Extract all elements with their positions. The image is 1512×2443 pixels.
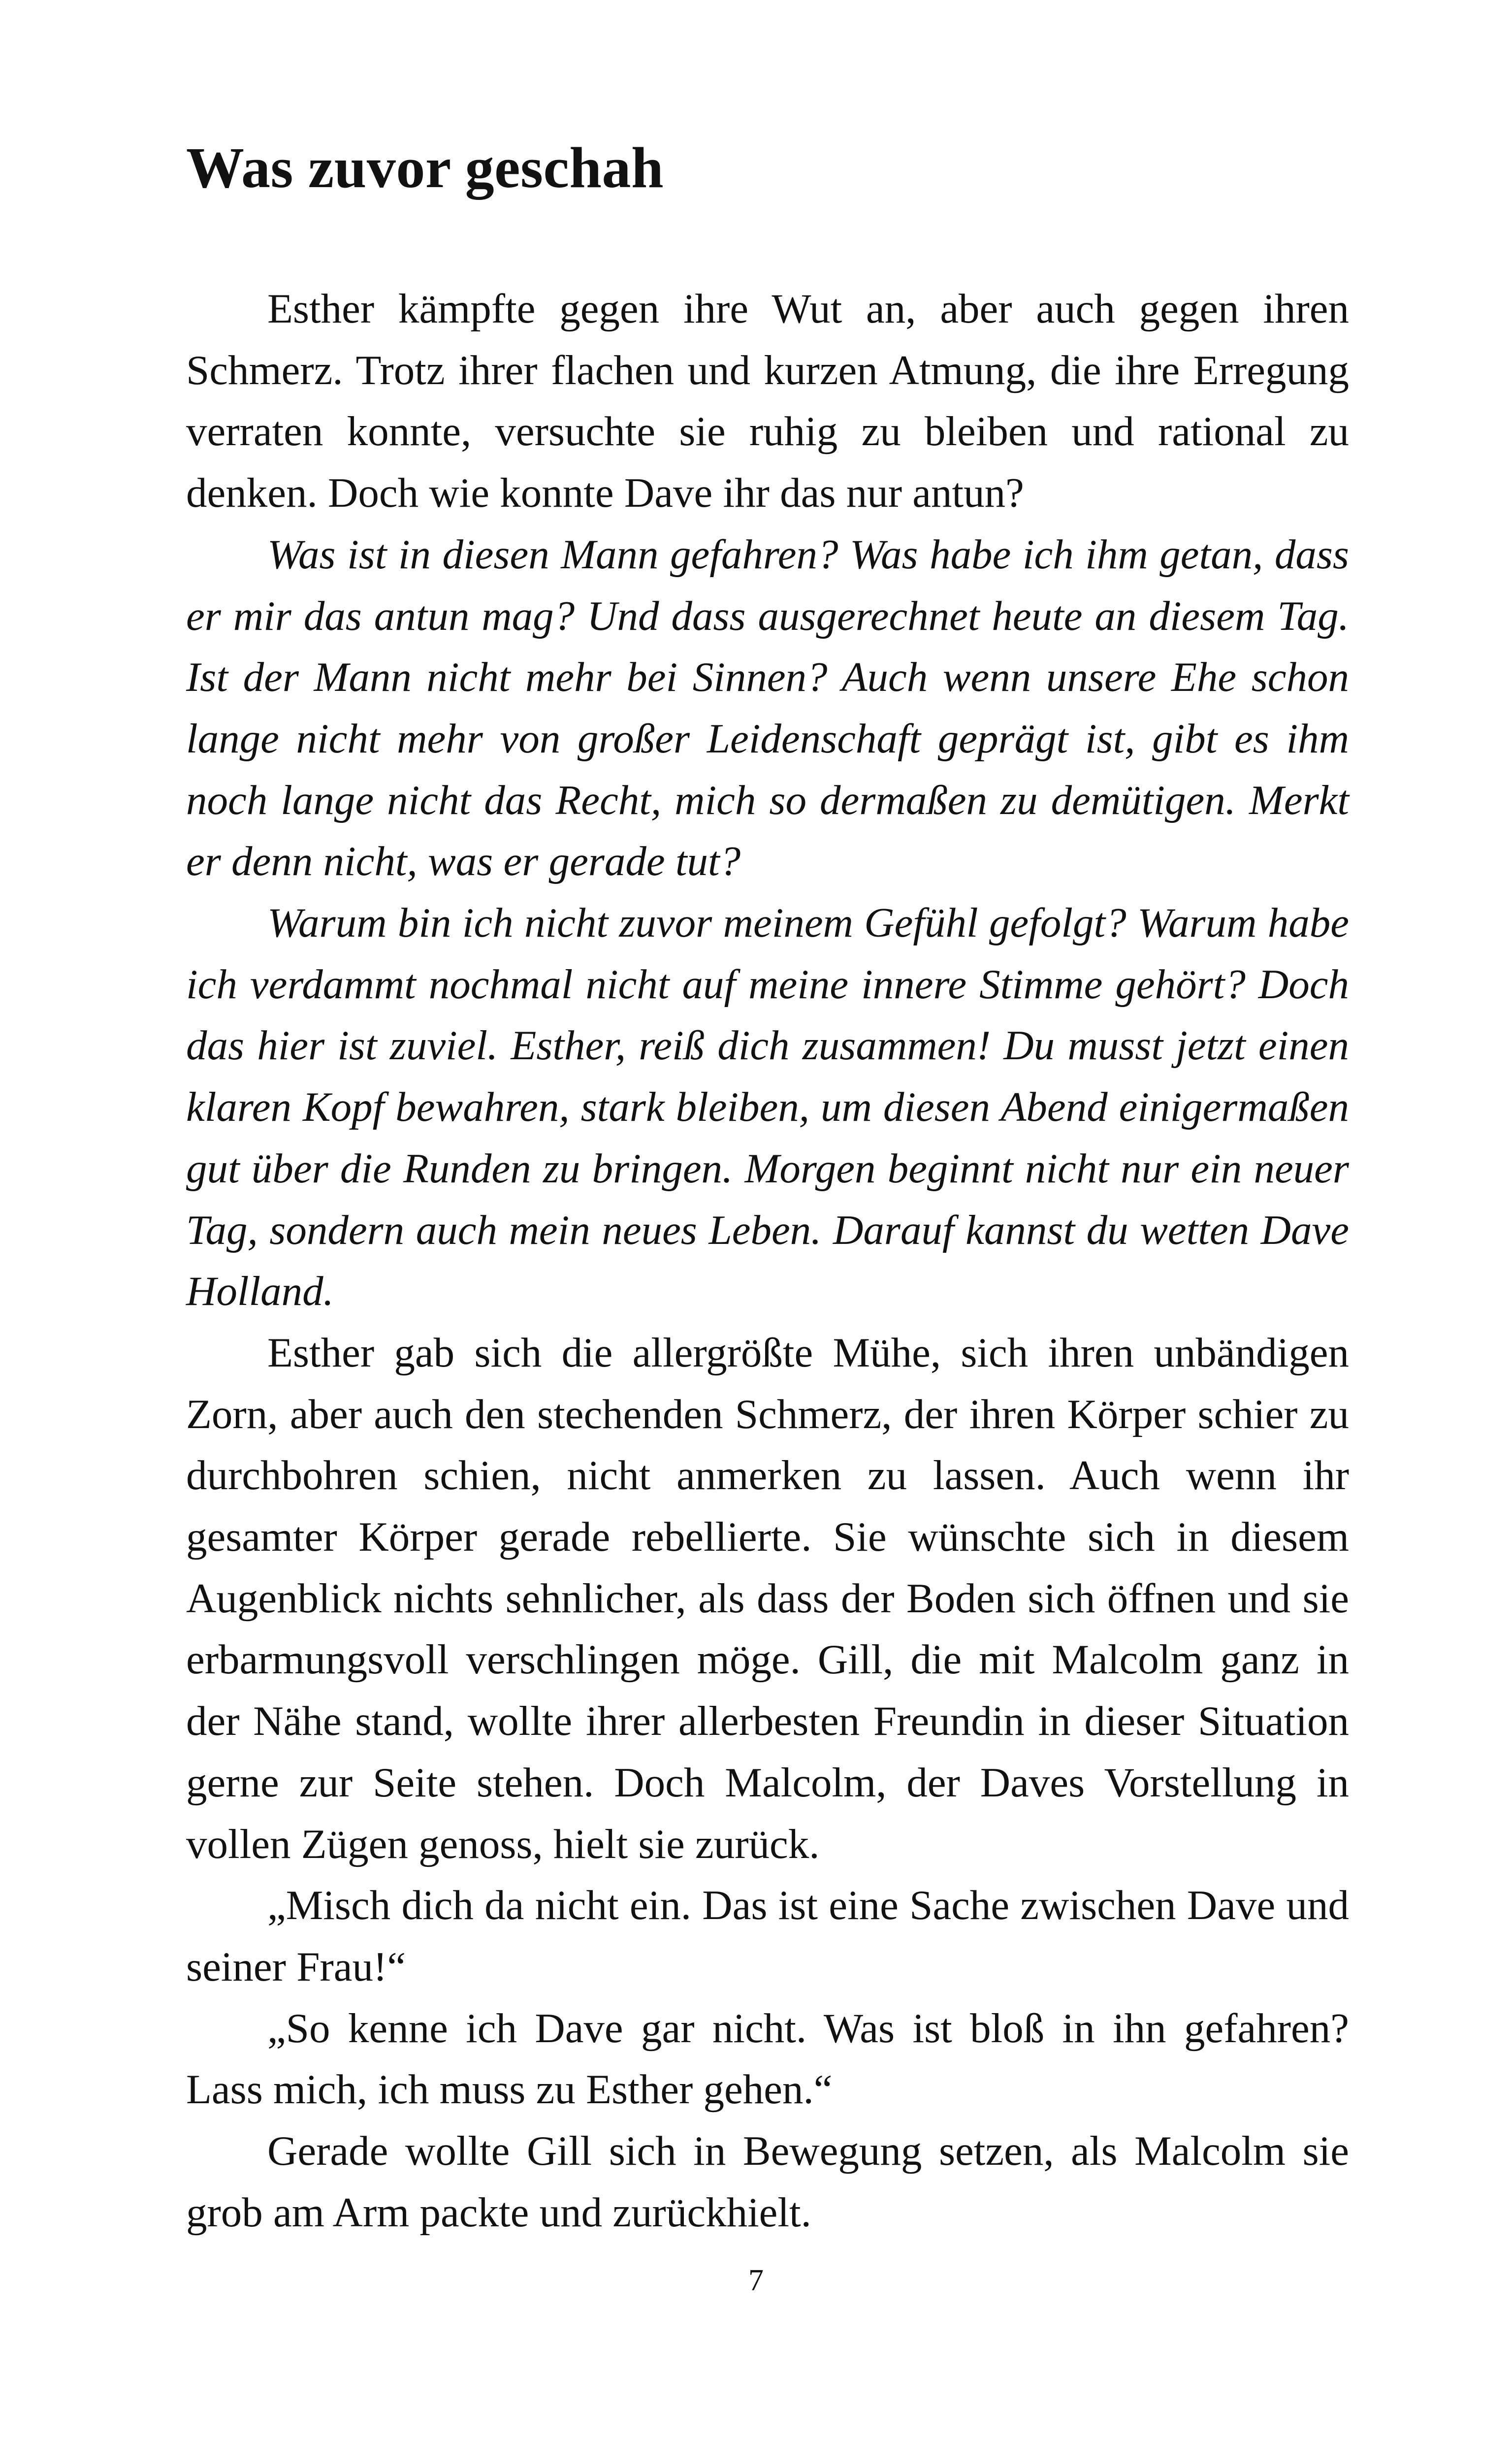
paragraph: Esther kämpfte gegen ihre Wut an, aber auch gegen ihren Schmerz. Trotz ihrer flachen und kurzen Atmung, die ihre Erregung verraten konnte, versuchte sie ruhig zu bleiben und rational zu denken. Doch wie konnte Dave ihr das nur antun?: [186, 286, 1349, 517]
paragraph-italic-thought: Warum bin ich nicht zuvor meinem Gefühl gefolgt? Warum habe ich verdammt nochmal nicht auf meine innere Stimme gehört? Doch das hier ist zuviel. Esther, reiß dich zusammen! Du musst jetzt einen klaren Kopf bewahren, stark bleiben, um diesen Abend einigermaßen gut über die Runden zu bringen. Morgen beginnt nicht nur ein neuer Tag, sondern auch mein neues Leben. Darauf kannst du wetten Dave Holland.: [186, 900, 1349, 1315]
paragraph-dialogue: „So kenne ich Dave gar nicht. Was ist bloß in ihn gefahren? Lass mich, ich muss zu Esther gehen.“: [186, 2005, 1349, 2113]
paragraph-italic-thought: Was ist in diesen Mann gefahren? Was habe ich ihm getan, dass er mir das antun mag? Und dass ausgerechnet heute an diesem Tag. Ist der Mann nicht mehr bei Sinnen? Auch wenn unsere Ehe schon lange nicht mehr von großer Leidenschaft geprägt ist, gibt es ihm noch lange nicht das Recht, mich so dermaßen zu demütigen. Merkt er denn nicht, was er gerade tut?: [186, 531, 1349, 885]
paragraph: Gerade wollte Gill sich in Bewegung setzen, als Malcolm sie grob am Arm packte und zurückhielt.: [186, 2128, 1349, 2236]
paragraph: Esther gab sich die allergrößte Mühe, sich ihren unbändigen Zorn, aber auch den stechenden Schmerz, der ihren Körper schier zu durchbohren schien, nicht anmerken zu lassen. Auch wenn ihr gesamter Körper gerade rebellierte. Sie wünschte sich in diesem Augenblick nichts sehnlicher, als dass der Boden sich öffnen und sie erbarmungsvoll verschlingen möge. Gill, die mit Malcolm ganz in der Nähe stand, wollte ihrer allerbesten Freundin in dieser Situation gerne zur Seite stehen. Doch Malcolm, der Daves Vorstellung in vollen Zügen genoss, hielt sie zurück.: [186, 1329, 1349, 1867]
body-text: [186, 278, 1349, 2244]
chapter-heading: Was zuvor geschah: [186, 135, 664, 200]
page-number: 7: [748, 2264, 764, 2297]
paragraph-dialogue: „Misch dich da nicht ein. Das ist eine Sache zwischen Dave und seiner Frau!“: [186, 1882, 1349, 1990]
